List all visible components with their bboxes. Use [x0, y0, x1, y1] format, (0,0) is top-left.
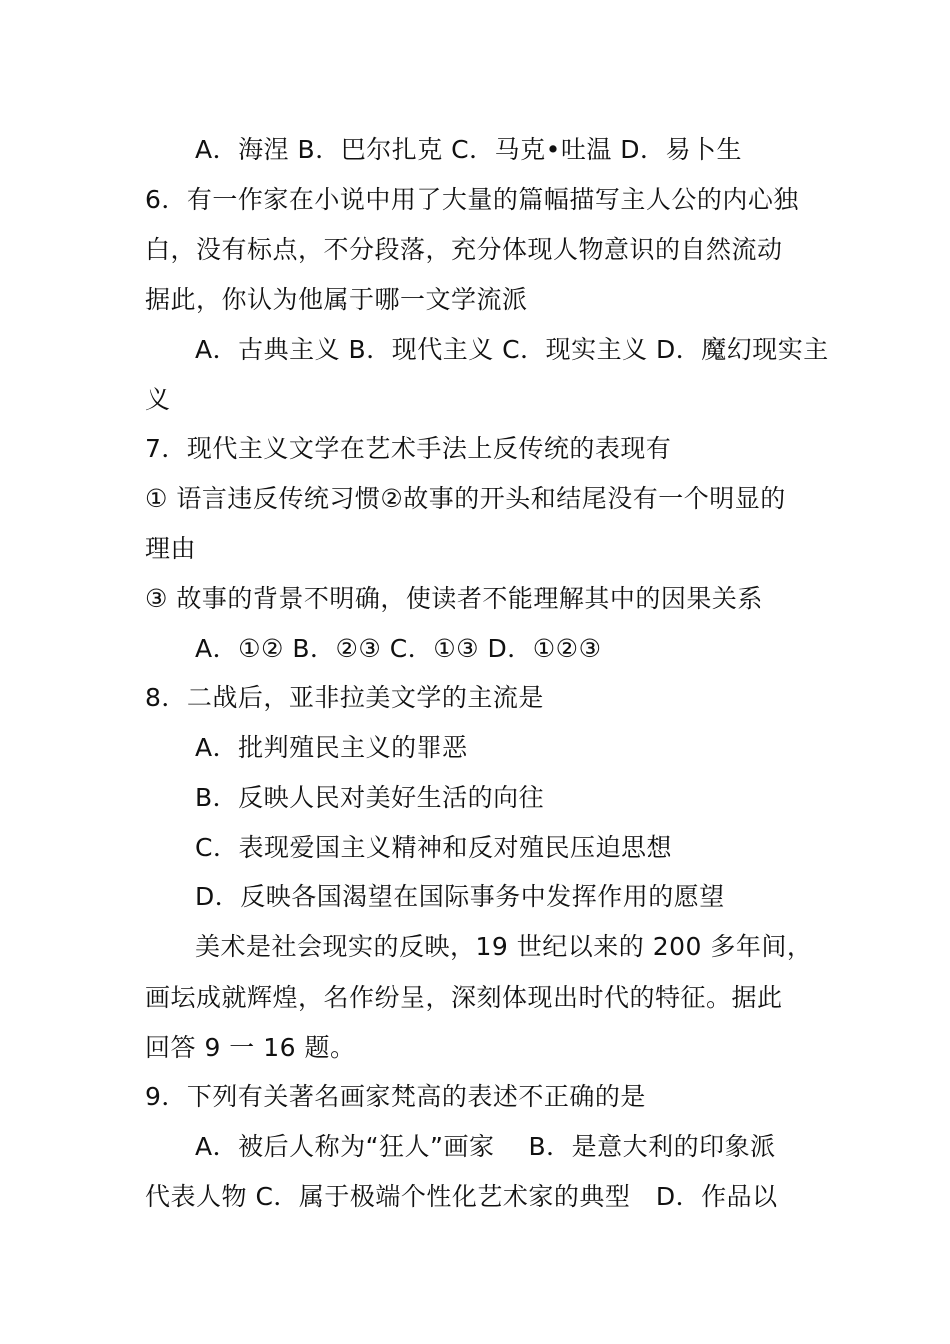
- q7-stem: 7．现代主义文学在艺术手法上反传统的表现有: [145, 434, 672, 463]
- passage-line-2: 画坛成就辉煌，名作纷呈，深刻体现出时代的特征。据此: [145, 983, 783, 1012]
- q7-options: A．①② B．②③ C．①③ D．①②③: [195, 634, 602, 663]
- q6-options: A．古典主义 B．现代主义 C．现实主义 D．魔幻现实主: [195, 335, 829, 364]
- q6-stem-line-3: 据此，你认为他属于哪一文学流派: [145, 285, 528, 314]
- q5-options: A．海涅 B．巴尔扎克 C．马克•吐温 D．易卜生: [195, 135, 743, 164]
- q8-option-d: D．反映各国渴望在国际事务中发挥作用的愿望: [195, 882, 725, 911]
- q9-options-line-2: 代表人物 C．属于极端个性化艺术家的典型 D．作品以: [145, 1182, 778, 1211]
- q9-stem: 9．下列有关著名画家梵高的表述不正确的是: [145, 1082, 646, 1111]
- passage-line-3: 回答 9 一 16 题。: [145, 1033, 356, 1062]
- q8-option-b: B．反映人民对美好生活的向往: [195, 783, 545, 812]
- q7-item-1-2: ① 语言违反传统习惯②故事的开头和结尾没有一个明显的: [145, 484, 786, 513]
- q8-option-c: C．表现爱国主义精神和反对殖民压迫思想: [195, 833, 672, 862]
- q7-item-2-wrap: 理由: [145, 534, 197, 563]
- q6-options-wrap: 义: [145, 385, 171, 414]
- q6-stem-line-1: 6．有一作家在小说中用了大量的篇幅描写主人公的内心独: [145, 185, 799, 214]
- q6-stem-line-2: 白，没有标点，不分段落，充分体现人物意识的自然流动: [145, 235, 783, 264]
- q7-item-3: ③ 故事的背景不明确，使读者不能理解其中的因果关系: [145, 584, 763, 613]
- passage-line-1: 美术是社会现实的反映，19 世纪以来的 200 多年间，: [195, 932, 813, 961]
- q8-option-a: A．批判殖民主义的罪恶: [195, 733, 468, 762]
- q9-options-line-1: A．被后人称为“狂人”画家 B．是意大利的印象派: [195, 1132, 776, 1161]
- q8-stem: 8．二战后，亚非拉美文学的主流是: [145, 683, 544, 712]
